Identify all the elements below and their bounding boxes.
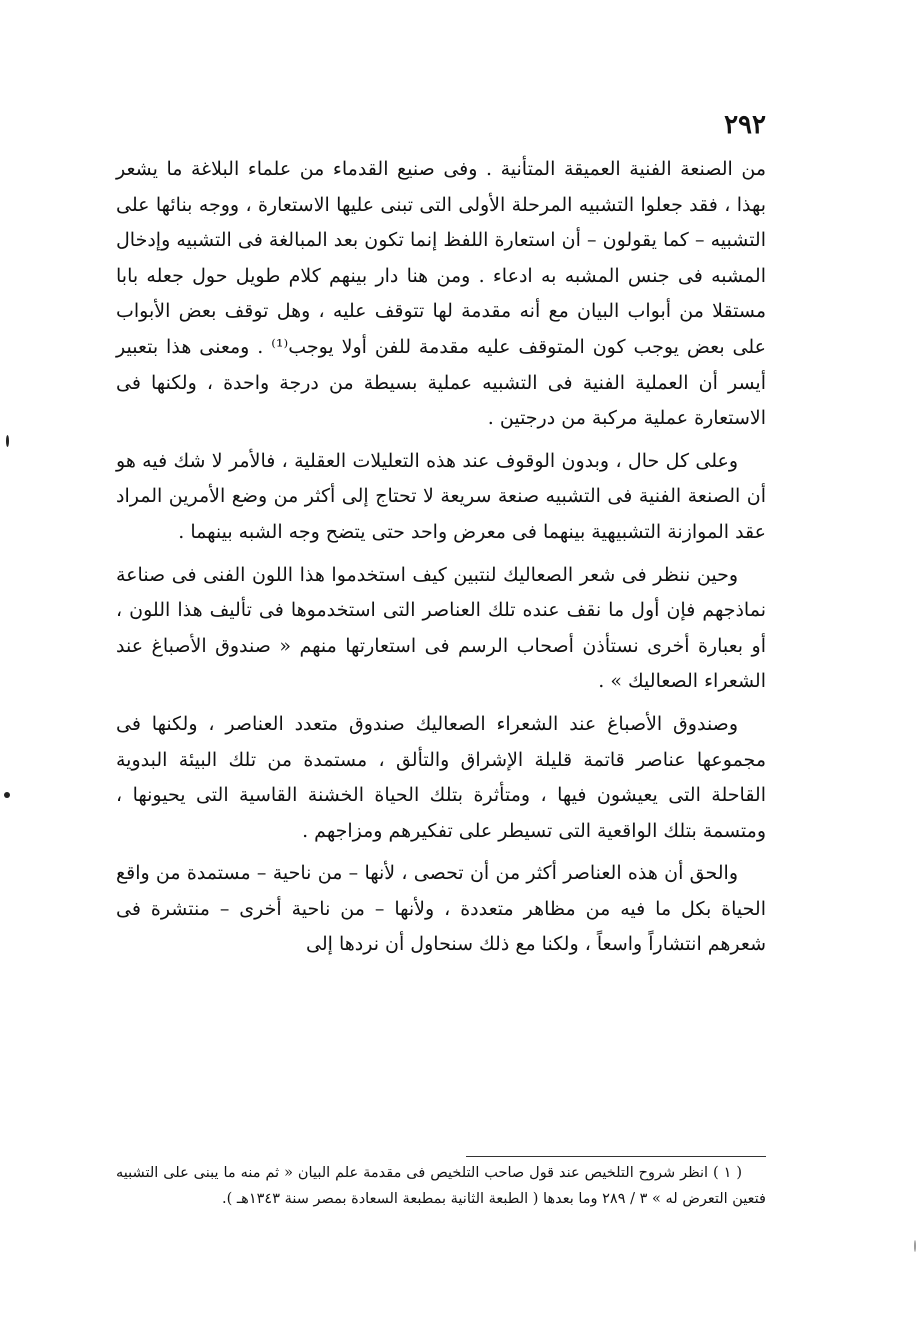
margin-speck (4, 792, 10, 798)
page-number: ٢٩٢ (724, 110, 766, 140)
paragraph: وصندوق الأصباغ عند الشعراء الصعاليك صندوق متعدد العناصر ، ولكنها فى مجموعها عناصر قاتمة قليلة الإشراق والتألق ، مستمدة من تلك البيئة البدوية القاحلة التى يعيشون فيها ، ومتأثرة بتلك الحياة الخشنة القاسية التى يحيونها ، ومتسمة بتلك الواقعية التى تسيطر على تفكيرهم ومزاجهم . (116, 712, 766, 842)
margin-speck (6, 435, 9, 447)
main-text (116, 152, 766, 970)
paragraph: وعلى كل حال ، وبدون الوقوف عند هذه التعليلات العقلية ، فالأمر لا شك فيه هو أن الصنعة الفنية فى التشبيه صنعة سريعة لا تحتاج إلى أكثر من وضع الأمرين المراد عقد الموازنة التشبيهية بينهما فى معرض واحد حتى يتضح وجه الشبه بينهما . (116, 449, 766, 543)
paragraph: والحق أن هذه العناصر أكثر من أن تحصى ، لأنها – من ناحية – مستمدة من واقع الحياة بكل ما فيه من مظاهر متعددة ، ولأنها – من ناحية أخرى – منتشرة فى شعرهم انتشاراً واسعاً ، ولكنا مع ذلك سنحاول أن نردها إلى (116, 862, 766, 956)
margin-speck (914, 1240, 916, 1252)
footnote-separator (466, 1156, 766, 1157)
footnote: ( ١ ) انظر شروح التلخيص عند قول صاحب التلخيص فى مقدمة علم البيان « ثم منه ما يبنى على التشبيه فتعين التعرض له » ٣ / ٢٨٩ وما بعدها ( الطبعة الثانية بمطبعة السعادة بمصر سنة ١٣٤٣هـ ). (116, 1165, 766, 1207)
paragraph: وحين ننظر فى شعر الصعاليك لنتبين كيف استخدموا هذا اللون الفنى فى صناعة نماذجهم فإن أول ما نقف عنده تلك العناصر التى استخدموها فى تأليف هذا اللون ، أو بعبارة أخرى نستأذن أصحاب الرسم فى استعارتها منهم « صندوق الأصباغ عند الشعراء الصعاليك » . (116, 563, 766, 693)
paragraph: من الصنعة الفنية العميقة المتأنية . وفى صنيع القدماء من علماء البلاغة ما يشعر بهذا ، فقد جعلوا التشبيه المرحلة الأولى التى تبنى عليها الاستعارة ، ووجه بنائها على التشبيه – كما يقولون – أن استعارة اللفظ إنما تكون بعد المبالغة فى التشبيه وإدخال المشبه فى جنس المشبه به ادعاء . ومن هنا دار بينهم كلام طويل حول جعله بابا مستقلا من أبواب البيان مع أنه مقدمة لها تتوقف عليه ، وهل توقف بعض الأبواب على بعض يوجب كون المتوقف عليه مقدمة للفن أولا يوجب⁽¹⁾ . ومعنى هذا بتعبير أيسر أن العملية الفنية فى التشبيه عملية بسيطة من درجة واحدة ، ولكنها فى الاستعارة عملية مركبة من درجتين . (116, 158, 766, 430)
footnotes (116, 1160, 766, 1212)
